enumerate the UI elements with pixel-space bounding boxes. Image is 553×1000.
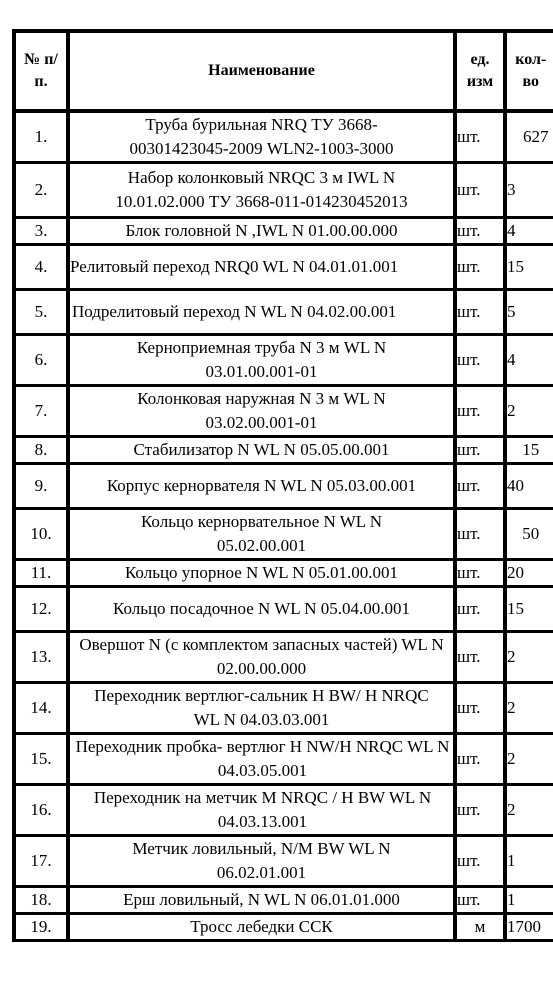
table-row (14, 163, 553, 218)
row-name: Кольцо посадочное N WL N 05.04.00.001 (68, 587, 455, 632)
row-quantity: 15 (505, 437, 553, 464)
row-number: 17. (14, 836, 68, 887)
row-quantity: 50 (505, 509, 553, 560)
table-row (14, 785, 553, 836)
table-row (14, 386, 553, 437)
row-number: 14. (14, 683, 68, 734)
row-name: Кольцо упорное N WL N 05.01.00.001 (68, 560, 455, 587)
header-number-line2: п. (34, 73, 48, 90)
row-unit: шт. (455, 335, 505, 386)
row-unit: шт. (455, 509, 505, 560)
row-name: Овершот N (с комплектом запасных частей) WL N 02.00.00.000 (68, 632, 455, 683)
row-name: Переходник пробка- вертлюг H NW/H NRQC WL N 04.03.05.001 (68, 734, 455, 785)
row-number: 1. (14, 111, 68, 163)
header-quantity-line2: во (522, 73, 540, 90)
row-unit: шт. (455, 386, 505, 437)
row-name: Кольцо кернорвательное N WL N 05.02.00.001 (68, 509, 455, 560)
row-name: Колонковая наружная N 3 м WL N 03.02.00.001-01 (68, 386, 455, 437)
row-quantity: 20 (505, 560, 553, 587)
table-header-row (14, 31, 553, 111)
row-quantity: 2 (505, 386, 553, 437)
row-unit: шт. (455, 111, 505, 163)
header-unit-line2: изм (466, 73, 494, 90)
row-quantity: 2 (505, 785, 553, 836)
row-number: 10. (14, 509, 68, 560)
table-row (14, 560, 553, 587)
row-name: Подрелитовый переход N WL N 04.02.00.001 (68, 290, 455, 335)
row-name: Набор колонковый NRQC 3 м IWL N 10.01.02.000 ТУ 3668-011-014230452013 (68, 163, 455, 218)
table-row (14, 335, 553, 386)
table-row (14, 734, 553, 785)
table-row (14, 587, 553, 632)
row-number: 2. (14, 163, 68, 218)
row-number: 3. (14, 218, 68, 245)
row-name: Труба бурильная NRQ ТУ 3668-00301423045-2009 WLN2-1003-3000 (68, 111, 455, 163)
row-number: 6. (14, 335, 68, 386)
table-row (14, 218, 553, 245)
row-number: 13. (14, 632, 68, 683)
header-unit (455, 31, 505, 111)
specification-table (12, 29, 553, 942)
row-quantity: 40 (505, 464, 553, 509)
row-quantity: 627 (505, 111, 553, 163)
row-name: Переходник на метчик M NRQC / H BW WL N 04.03.13.001 (68, 785, 455, 836)
row-number: 11. (14, 560, 68, 587)
row-name: Корпус кернорвателя N WL N 05.03.00.001 (68, 464, 455, 509)
row-name: Метчик ловильный, N/M BW WL N 06.02.01.001 (68, 836, 455, 887)
table-row (14, 464, 553, 509)
table-row (14, 836, 553, 887)
table-row (14, 509, 553, 560)
row-quantity: 1 (505, 887, 553, 914)
row-number: 19. (14, 914, 68, 941)
row-name: Переходник вертлюг-сальник H BW/ H NRQC WL N 04.03.03.001 (68, 683, 455, 734)
row-unit: шт. (455, 587, 505, 632)
row-quantity: 3 (505, 163, 553, 218)
row-name: Блок головной N ,IWL N 01.00.00.000 (68, 218, 455, 245)
row-number: 4. (14, 245, 68, 290)
row-unit: шт. (455, 163, 505, 218)
row-unit: шт. (455, 218, 505, 245)
row-unit: шт. (455, 464, 505, 509)
row-unit: м (455, 914, 505, 941)
row-quantity: 1700 (505, 914, 553, 941)
row-number: 15. (14, 734, 68, 785)
table-row (14, 887, 553, 914)
header-unit-line1: ед. (470, 51, 490, 68)
row-unit: шт. (455, 785, 505, 836)
row-quantity: 15 (505, 245, 553, 290)
row-unit: шт. (455, 836, 505, 887)
row-quantity: 2 (505, 683, 553, 734)
row-number: 16. (14, 785, 68, 836)
row-quantity: 4 (505, 218, 553, 245)
row-number: 12. (14, 587, 68, 632)
row-name: Стабилизатор N WL N 05.05.00.001 (68, 437, 455, 464)
header-number-line1: № п/ (24, 51, 58, 68)
header-quantity (505, 31, 553, 111)
row-unit: шт. (455, 887, 505, 914)
row-quantity: 4 (505, 335, 553, 386)
row-number: 8. (14, 437, 68, 464)
row-unit: шт. (455, 437, 505, 464)
row-number: 9. (14, 464, 68, 509)
row-name: Релитовый переход NRQ0 WL N 04.01.01.001 (68, 245, 455, 290)
row-quantity: 1 (505, 836, 553, 887)
specification-sheet (12, 29, 553, 942)
row-unit: шт. (455, 560, 505, 587)
table-row (14, 683, 553, 734)
table-row (14, 914, 553, 941)
row-number: 18. (14, 887, 68, 914)
row-unit: шт. (455, 683, 505, 734)
row-name: Тросс лебедки ССК (68, 914, 455, 941)
row-unit: шт. (455, 632, 505, 683)
header-quantity-line1: кол- (515, 51, 547, 68)
table-row (14, 632, 553, 683)
table-row (14, 437, 553, 464)
table-row (14, 245, 553, 290)
row-name: Ерш ловильный, N WL N 06.01.01.000 (68, 887, 455, 914)
table-row (14, 290, 553, 335)
row-quantity: 15 (505, 587, 553, 632)
row-unit: шт. (455, 245, 505, 290)
row-unit: шт. (455, 290, 505, 335)
row-number: 7. (14, 386, 68, 437)
table-row (14, 111, 553, 163)
row-unit: шт. (455, 734, 505, 785)
header-number (14, 31, 68, 111)
row-number: 5. (14, 290, 68, 335)
header-name: Наименование (68, 31, 455, 111)
row-quantity: 2 (505, 734, 553, 785)
row-quantity: 2 (505, 632, 553, 683)
row-name: Керноприемная труба N 3 м WL N 03.01.00.001-01 (68, 335, 455, 386)
row-quantity: 5 (505, 290, 553, 335)
